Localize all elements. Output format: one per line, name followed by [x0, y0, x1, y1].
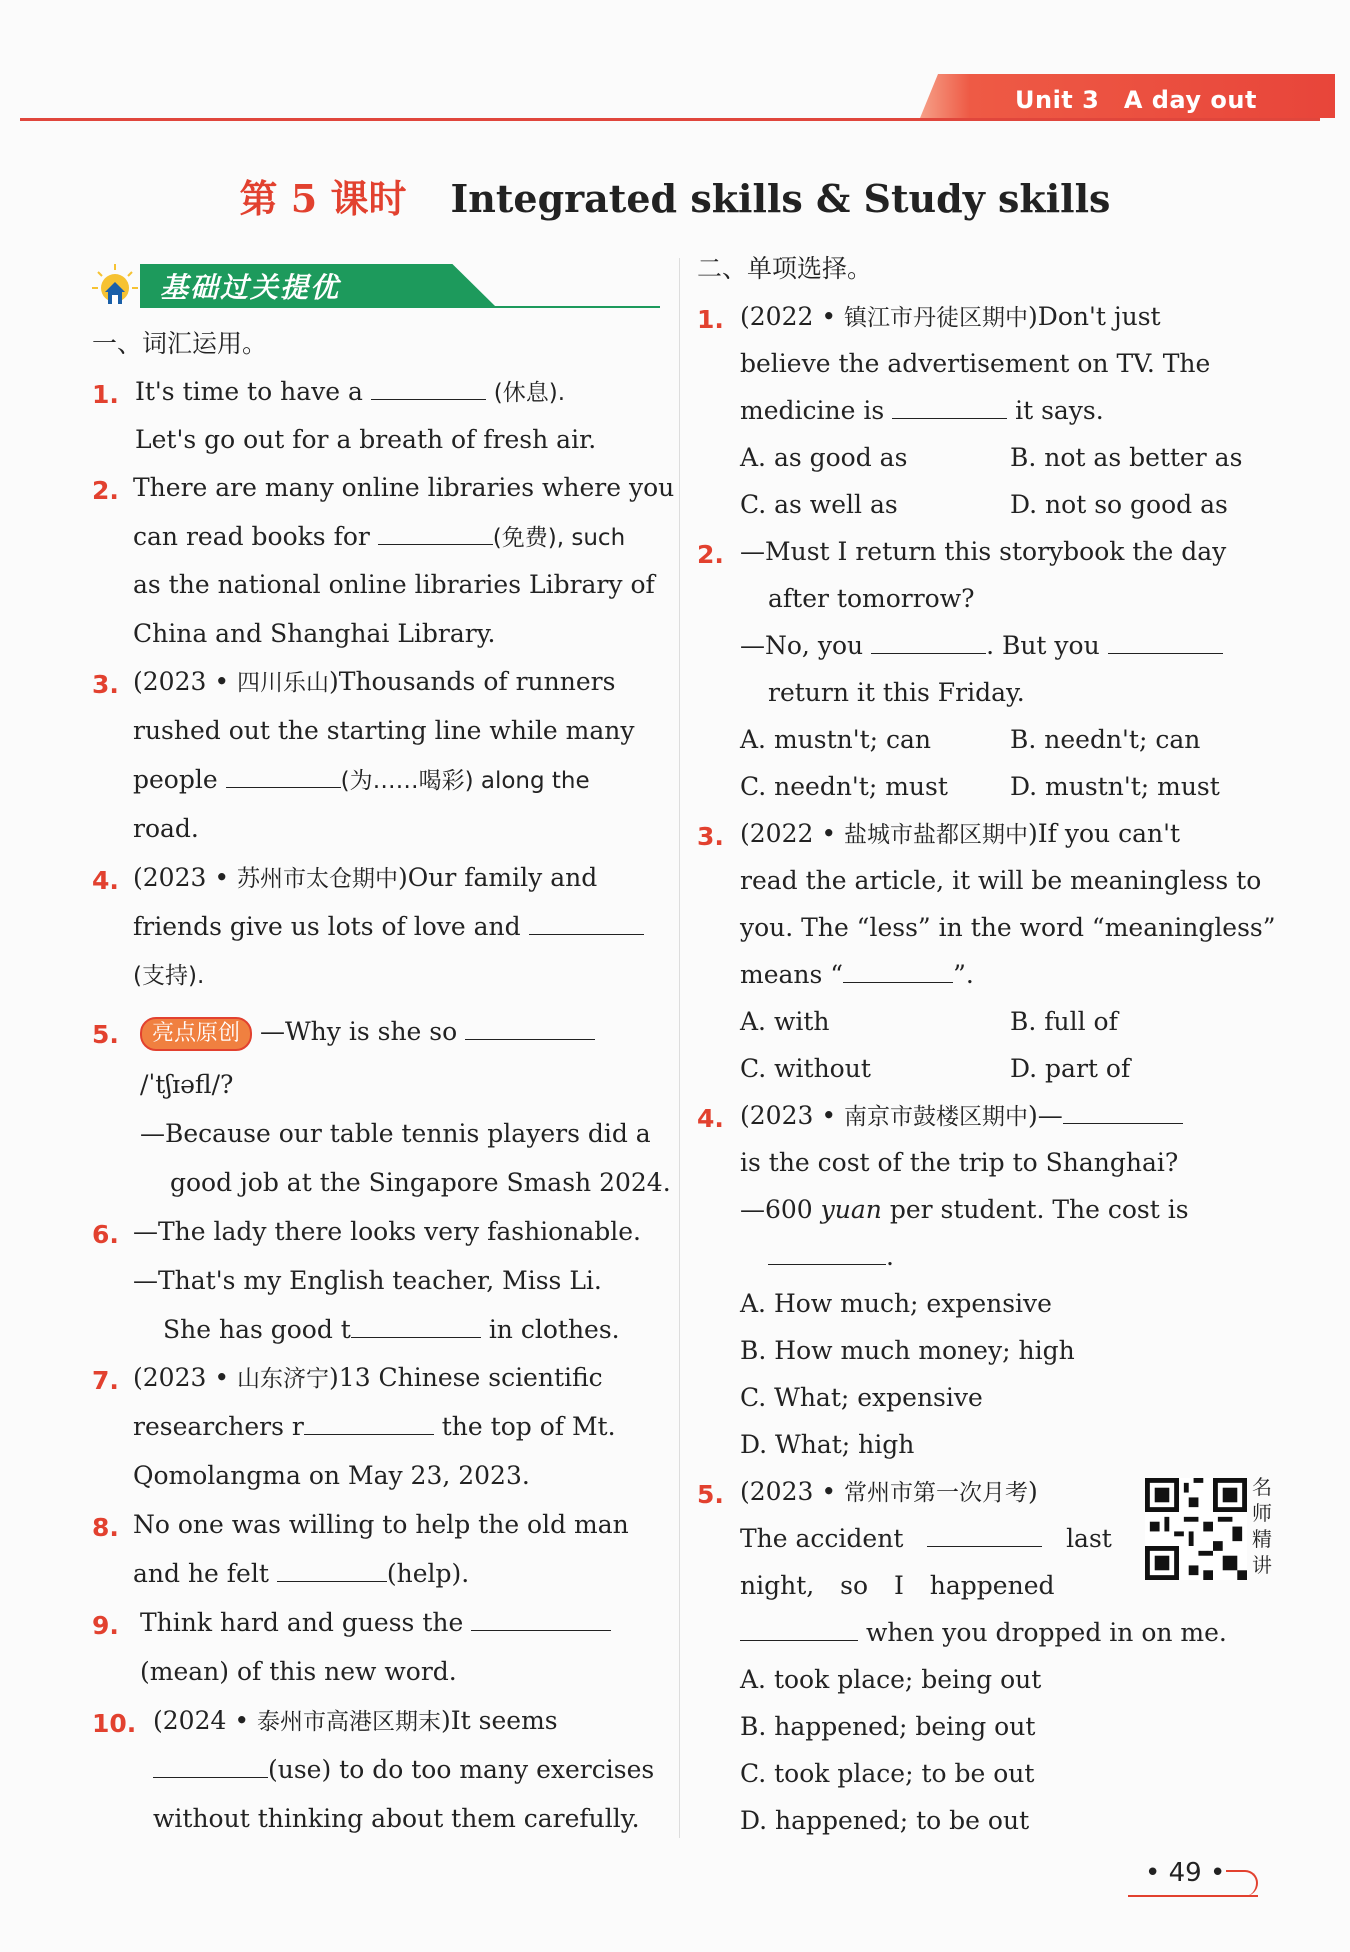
page-title — [0, 168, 1350, 223]
question-number: 3. — [92, 670, 119, 699]
source: 盐城市盐都区期中 — [844, 822, 1029, 848]
text: It's time to have a — [135, 377, 363, 406]
question-line: China and Shanghai Library. — [133, 619, 496, 648]
text: (休息). — [493, 380, 566, 406]
page-arrow-icon — [1226, 1870, 1258, 1896]
lesson-topic: Integrated skills & Study skills — [450, 176, 1111, 221]
text: it says. — [1015, 396, 1104, 425]
question-line: —Because our table tennis players did a — [140, 1119, 651, 1148]
answer-blank[interactable] — [768, 1242, 886, 1265]
text: )Thousands of runners — [329, 667, 616, 696]
option-c[interactable]: C. as well as — [740, 490, 898, 519]
text: She has good t — [163, 1315, 351, 1344]
answer-blank[interactable] — [351, 1315, 481, 1338]
text: —600 — [740, 1195, 821, 1224]
question-line — [163, 1306, 620, 1354]
answer-blank[interactable] — [378, 522, 493, 545]
text: —Why is she so — [259, 1017, 458, 1046]
answer-blank[interactable] — [1063, 1101, 1183, 1124]
header-rule — [20, 118, 1320, 121]
option-b[interactable]: B. full of — [1010, 1007, 1118, 1036]
text: . But you — [986, 631, 1100, 660]
option-d[interactable]: D. not so good as — [1010, 490, 1228, 519]
answer-blank[interactable] — [465, 1017, 595, 1040]
question-number: 3. — [697, 822, 724, 851]
lesson-number: 第 5 课时 — [239, 176, 407, 221]
question-line — [740, 293, 1161, 342]
option-a[interactable]: A. How much; expensive — [740, 1289, 1052, 1318]
question-line: as the national online libraries Library of — [133, 570, 655, 599]
phonetic: /ˈtʃɪəfl/? — [140, 1070, 234, 1099]
question-number: 7. — [92, 1366, 119, 1395]
option-a[interactable]: A. as good as — [740, 443, 908, 472]
option-d[interactable]: D. part of — [1010, 1054, 1131, 1083]
option-c[interactable]: C. without — [740, 1054, 871, 1083]
text: people — [133, 765, 218, 794]
question-line: (mean) of this new word. — [140, 1657, 457, 1686]
question-line: No one was willing to help the old man — [133, 1510, 629, 1539]
source: 泰州市高港区期末 — [257, 1709, 442, 1735]
question-line — [740, 1609, 1227, 1657]
section-2-heading: 二、单项选择。 — [697, 254, 873, 283]
text: medicine is — [740, 396, 885, 425]
question-number: 8. — [92, 1513, 119, 1542]
question-number: 9. — [92, 1611, 119, 1640]
text: (2023 • — [133, 667, 238, 696]
section-banner — [90, 258, 660, 312]
question-line: Qomolangma on May 23, 2023. — [133, 1461, 530, 1490]
question-line — [740, 1515, 1112, 1563]
answer-blank[interactable] — [740, 1618, 858, 1641]
source: 南京市鼓楼区期中 — [844, 1104, 1029, 1130]
text: (use) to do too many exercises — [268, 1755, 655, 1784]
question-line: without thinking about them carefully. — [153, 1804, 640, 1833]
answer-blank[interactable] — [843, 960, 953, 983]
text: researchers r — [133, 1412, 304, 1441]
answer-blank[interactable] — [1108, 631, 1223, 654]
text: (2022 • — [740, 302, 845, 331]
answer-blank[interactable] — [371, 377, 486, 400]
option-d[interactable]: D. happened; to be out — [740, 1806, 1030, 1835]
option-a[interactable]: A. took place; being out — [740, 1665, 1042, 1694]
question-line — [740, 1468, 1038, 1517]
question-line: rushed out the starting line while many — [133, 716, 635, 745]
text: in clothes. — [488, 1315, 620, 1344]
question-line — [740, 1186, 1189, 1234]
qr-code-icon[interactable] — [1145, 1478, 1247, 1580]
source: 镇江市丹徒区期中 — [844, 305, 1029, 331]
text: )It seems — [441, 1706, 558, 1735]
question-line — [153, 1746, 654, 1794]
banner-label: 基础过关提优 — [160, 271, 341, 304]
option-b[interactable]: B. needn't; can — [1010, 725, 1201, 754]
answer-blank[interactable] — [226, 765, 341, 788]
question-line: you. The “less” in the word “meaningless” — [740, 913, 1276, 942]
question-line — [133, 756, 590, 805]
text: ”. — [953, 960, 974, 989]
question-line — [740, 1092, 1183, 1141]
original-badge: 亮点原创 — [140, 1017, 252, 1051]
question-line: is the cost of the trip to Shanghai? — [740, 1148, 1179, 1177]
question-line: There are many online libraries where you — [133, 473, 675, 502]
question-line — [133, 854, 597, 903]
answer-blank[interactable] — [304, 1412, 434, 1435]
question-number: 5. — [697, 1480, 724, 1509]
question-number: 2. — [92, 476, 119, 505]
question-line — [133, 1550, 469, 1598]
text: means “ — [740, 960, 844, 989]
column-divider — [679, 258, 680, 1838]
unit-header-text: Unit 3 A day out — [1015, 86, 1257, 114]
question-line: Let's go out for a breath of fresh air. — [135, 425, 597, 454]
text: )— — [1028, 1101, 1063, 1130]
source: 苏州市太仓期中 — [237, 866, 399, 892]
section-1-heading: 一、词汇运用。 — [92, 329, 268, 358]
text: )13 Chinese scientific — [329, 1363, 603, 1392]
text: ) — [1028, 1477, 1038, 1506]
answer-blank[interactable] — [471, 1608, 611, 1631]
answer-blank[interactable] — [892, 396, 1007, 419]
question-line: read the article, it will be meaningless to — [740, 866, 1262, 895]
text: (2024 • — [153, 1706, 258, 1735]
question-line: return it this Friday. — [768, 678, 1025, 707]
banner-rule — [140, 306, 660, 308]
text: The accident — [740, 1524, 904, 1553]
text: last — [1066, 1524, 1112, 1553]
question-line: —The lady there looks very fashionable. — [133, 1217, 641, 1246]
option-b[interactable]: B. not as better as — [1010, 443, 1243, 472]
answer-blank[interactable] — [927, 1524, 1042, 1547]
text: and he felt — [133, 1559, 269, 1588]
question-number: 2. — [697, 540, 724, 569]
question-line: believe the advertisement on TV. The — [740, 349, 1211, 378]
question-number: 1. — [697, 305, 724, 334]
text: (2023 • — [740, 1101, 845, 1130]
answer-blank[interactable] — [871, 631, 986, 654]
question-number: 6. — [92, 1220, 119, 1249]
question-number: 5. — [92, 1020, 119, 1049]
text: when you dropped in on me. — [865, 1618, 1227, 1647]
question-line: —That's my English teacher, Miss Li. — [133, 1266, 602, 1295]
question-line — [740, 810, 1180, 859]
text: (2023 • — [133, 1363, 238, 1392]
option-a[interactable]: A. with — [740, 1007, 830, 1036]
text: )If you can't — [1028, 819, 1181, 848]
question-line: after tomorrow? — [768, 584, 975, 613]
page-number: • 49 • — [1145, 1858, 1226, 1888]
option-b[interactable]: B. How much money; high — [740, 1336, 1075, 1365]
text: (免费), such — [492, 525, 626, 551]
source: 四川乐山 — [237, 670, 330, 696]
text: )Our family and — [398, 863, 598, 892]
question-line — [133, 903, 644, 951]
qr-label: 名师精讲 — [1252, 1475, 1272, 1577]
question-line — [133, 658, 615, 707]
question-number: 4. — [697, 1104, 724, 1133]
answer-blank[interactable] — [277, 1559, 387, 1582]
house-sun-icon — [90, 262, 140, 312]
text: (help). — [386, 1559, 470, 1588]
text: the top of Mt. — [441, 1412, 616, 1441]
text: can read books for — [133, 522, 370, 551]
question-line — [140, 1599, 611, 1647]
text: . — [886, 1242, 894, 1271]
option-a[interactable]: A. mustn't; can — [740, 725, 932, 754]
text: yuan — [820, 1195, 882, 1224]
question-line — [740, 387, 1104, 435]
question-number: 4. — [92, 866, 119, 895]
source: 常州市第一次月考 — [844, 1480, 1029, 1506]
option-c[interactable]: C. needn't; must — [740, 772, 948, 801]
text: (2023 • — [133, 863, 238, 892]
question-line: road. — [133, 814, 199, 843]
text: (2022 • — [740, 819, 845, 848]
question-number: 10. — [92, 1709, 137, 1738]
question-line — [740, 622, 1223, 670]
answer-blank[interactable] — [529, 912, 644, 935]
text: Think hard and guess the — [140, 1608, 464, 1637]
option-c[interactable]: C. What; expensive — [740, 1383, 983, 1412]
question-line: —Must I return this storybook the day — [740, 537, 1227, 566]
question-line: (支持). — [133, 963, 205, 989]
question-line — [140, 1008, 595, 1056]
text: )Don't just — [1028, 302, 1161, 331]
text: (为……喝彩) along the — [340, 768, 590, 794]
question-line — [133, 1354, 603, 1403]
option-d[interactable]: D. mustn't; must — [1010, 772, 1220, 801]
question-line — [133, 1403, 616, 1451]
question-line — [740, 951, 974, 999]
option-b[interactable]: B. happened; being out — [740, 1712, 1036, 1741]
text: —No, you — [740, 631, 864, 660]
option-c[interactable]: C. took place; to be out — [740, 1759, 1035, 1788]
question-line — [133, 513, 625, 562]
question-line — [768, 1233, 894, 1281]
question-line — [135, 368, 565, 417]
option-d[interactable]: D. What; high — [740, 1430, 915, 1459]
text: per student. The cost is — [881, 1195, 1189, 1224]
question-line: night, so I happened — [740, 1571, 1055, 1600]
question-line: good job at the Singapore Smash 2024. — [170, 1168, 671, 1197]
text: (2023 • — [740, 1477, 845, 1506]
answer-blank[interactable] — [153, 1755, 268, 1778]
question-number: 1. — [92, 380, 119, 409]
text: friends give us lots of love and — [133, 912, 521, 941]
source: 山东济宁 — [237, 1366, 330, 1392]
question-line — [153, 1697, 558, 1746]
